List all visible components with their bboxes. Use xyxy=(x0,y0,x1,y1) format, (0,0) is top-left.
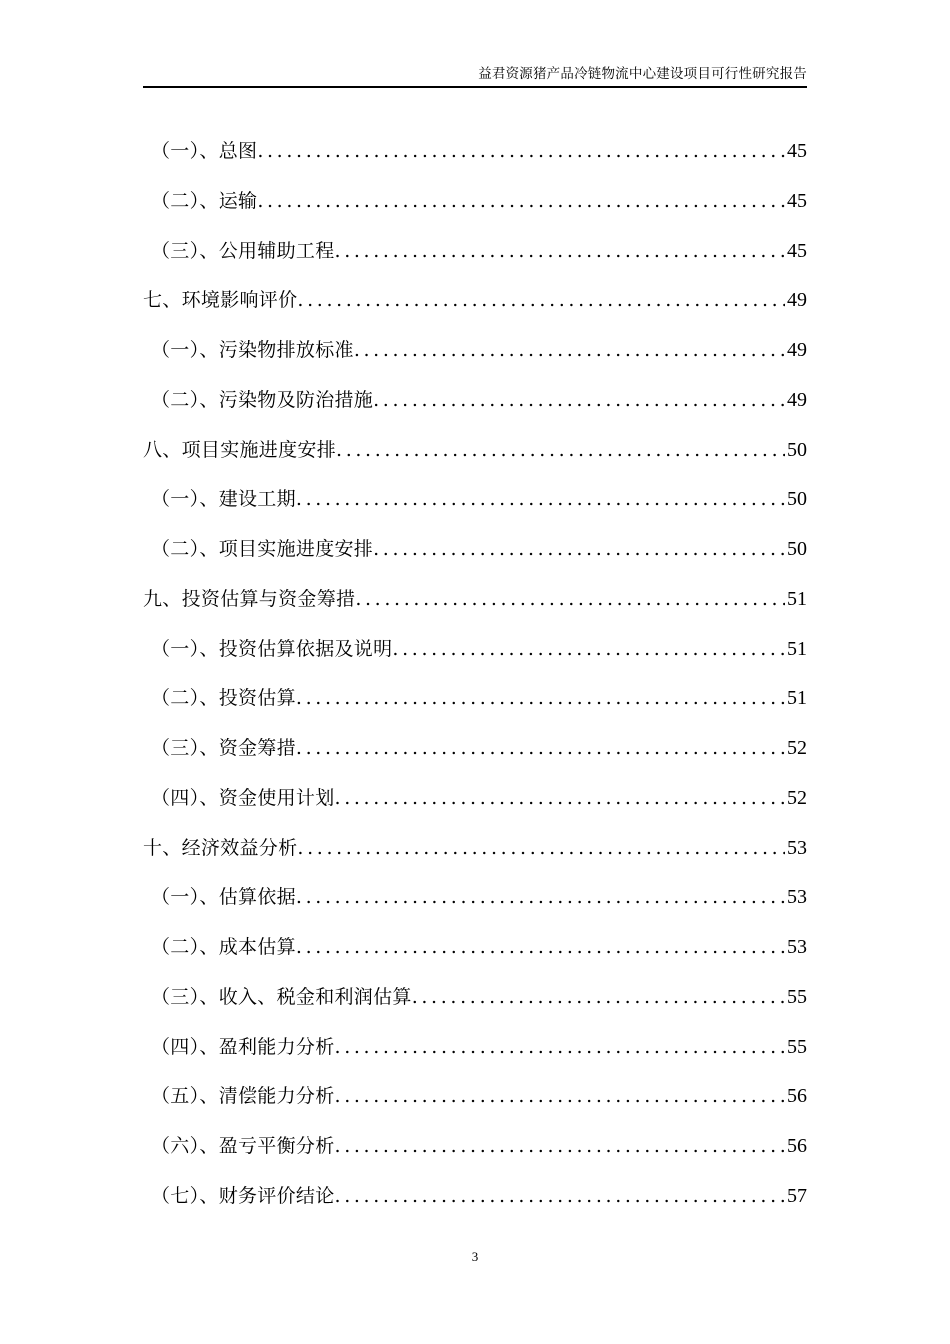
page-number: 3 xyxy=(471,1249,479,1264)
toc-entry[interactable] xyxy=(143,1027,807,1077)
toc-entry-label: （三）、资金筹措 xyxy=(151,737,296,759)
toc-entry-page: 45 xyxy=(787,189,807,212)
toc-entry-label: （一）、建设工期 xyxy=(151,488,296,511)
toc-entry[interactable] xyxy=(143,181,807,231)
toc-entry-label: （一）、估算依据 xyxy=(151,886,296,909)
toc-entry-label: （七）、财务评价结论 xyxy=(151,1184,335,1207)
toc-entry-page: 52 xyxy=(787,737,807,759)
toc-dot-leader xyxy=(335,778,785,819)
toc-entry[interactable] xyxy=(143,728,807,778)
toc-dot-leader xyxy=(335,1176,785,1217)
toc-dot-leader xyxy=(296,877,785,918)
toc-entry[interactable] xyxy=(143,877,807,927)
toc-dot-leader xyxy=(335,1076,785,1117)
toc-entry-page: 56 xyxy=(787,1085,807,1108)
toc-entry[interactable] xyxy=(143,927,807,977)
toc-entry[interactable] xyxy=(143,828,807,878)
toc-entry-label: 七、环境影响评价 xyxy=(143,289,298,312)
toc-entry-page: 50 xyxy=(787,488,807,511)
toc-entry-page: 57 xyxy=(787,1184,807,1207)
toc-dot-leader xyxy=(297,828,785,869)
document-title: 益君资源猪产品冷链物流中心建设项目可行性研究报告 xyxy=(478,66,807,82)
toc-entry[interactable] xyxy=(143,579,807,629)
toc-dot-leader xyxy=(373,529,785,570)
toc-dot-leader xyxy=(257,181,785,222)
toc-dot-leader xyxy=(296,728,785,769)
toc-entry-label: （二）、投资估算 xyxy=(151,687,296,710)
toc-entry-label: （一）、污染物排放标准 xyxy=(151,339,354,361)
page-header xyxy=(143,62,807,88)
toc-dot-leader xyxy=(296,479,785,520)
toc-entry[interactable] xyxy=(143,1176,807,1226)
toc-entry[interactable] xyxy=(143,778,807,828)
toc-entry[interactable] xyxy=(143,629,807,679)
toc-entry-page: 53 xyxy=(787,886,807,909)
toc-entry[interactable] xyxy=(143,131,807,181)
toc-entry-label: （三）、公用辅助工程 xyxy=(151,239,335,262)
toc-entry[interactable] xyxy=(143,330,807,380)
toc-dot-leader xyxy=(412,977,785,1018)
toc-entry-label: （四）、资金使用计划 xyxy=(151,786,335,809)
toc-entry[interactable] xyxy=(143,430,807,480)
toc-dot-leader xyxy=(297,280,785,321)
toc-entry[interactable] xyxy=(143,678,807,728)
toc-entry-label: （二）、运输 xyxy=(151,189,258,212)
table-of-contents xyxy=(143,131,807,1226)
toc-entry-page: 45 xyxy=(787,239,807,262)
toc-entry-label: 九、投资估算与资金筹措 xyxy=(143,587,356,610)
toc-dot-leader xyxy=(392,629,785,670)
toc-entry-page: 51 xyxy=(787,687,807,710)
toc-dot-leader xyxy=(335,1027,785,1068)
toc-entry-label: （一）、投资估算依据及说明 xyxy=(151,637,393,660)
toc-entry-label: 八、项目实施进度安排 xyxy=(143,438,337,461)
toc-entry-label: 十、经济效益分析 xyxy=(143,836,298,859)
toc-dot-leader xyxy=(296,678,785,719)
toc-dot-leader xyxy=(335,1126,785,1167)
toc-entry[interactable] xyxy=(143,529,807,579)
toc-entry-page: 55 xyxy=(787,985,807,1008)
toc-entry-label: （六）、盈亏平衡分析 xyxy=(151,1135,335,1157)
toc-entry[interactable] xyxy=(143,479,807,529)
toc-entry-page: 51 xyxy=(787,587,807,610)
toc-dot-leader xyxy=(335,231,785,272)
toc-dot-leader xyxy=(296,927,785,968)
toc-dot-leader xyxy=(336,430,785,471)
toc-entry-label: （二）、项目实施进度安排 xyxy=(151,538,374,560)
toc-entry[interactable] xyxy=(143,1126,807,1176)
toc-entry[interactable] xyxy=(143,1076,807,1126)
toc-entry-page: 50 xyxy=(787,438,807,461)
toc-dot-leader xyxy=(354,330,785,371)
toc-entry[interactable] xyxy=(143,280,807,330)
toc-entry-page: 53 xyxy=(787,936,807,958)
toc-entry-page: 49 xyxy=(787,388,807,411)
toc-entry-label: （五）、清偿能力分析 xyxy=(151,1085,335,1108)
toc-entry-label: （二）、污染物及防治措施 xyxy=(151,388,374,411)
toc-entry-page: 56 xyxy=(787,1135,807,1157)
toc-entry[interactable] xyxy=(143,977,807,1027)
toc-entry[interactable] xyxy=(143,231,807,281)
toc-entry[interactable] xyxy=(143,380,807,430)
toc-entry-page: 49 xyxy=(787,339,807,361)
toc-entry-label: （四）、盈利能力分析 xyxy=(151,1035,335,1058)
toc-entry-page: 51 xyxy=(787,637,807,660)
toc-dot-leader xyxy=(257,131,785,172)
toc-dot-leader xyxy=(355,579,785,620)
toc-entry-label: （二）、成本估算 xyxy=(151,936,296,958)
toc-entry-label: （三）、收入、税金和利润估算 xyxy=(151,985,412,1008)
toc-entry-page: 53 xyxy=(787,836,807,859)
toc-entry-page: 52 xyxy=(787,786,807,809)
toc-entry-page: 45 xyxy=(787,140,807,162)
toc-entry-label: （一）、总图 xyxy=(151,140,258,162)
toc-entry-page: 50 xyxy=(787,538,807,560)
toc-dot-leader xyxy=(373,380,785,421)
toc-entry-page: 55 xyxy=(787,1035,807,1058)
toc-entry-page: 49 xyxy=(787,289,807,312)
